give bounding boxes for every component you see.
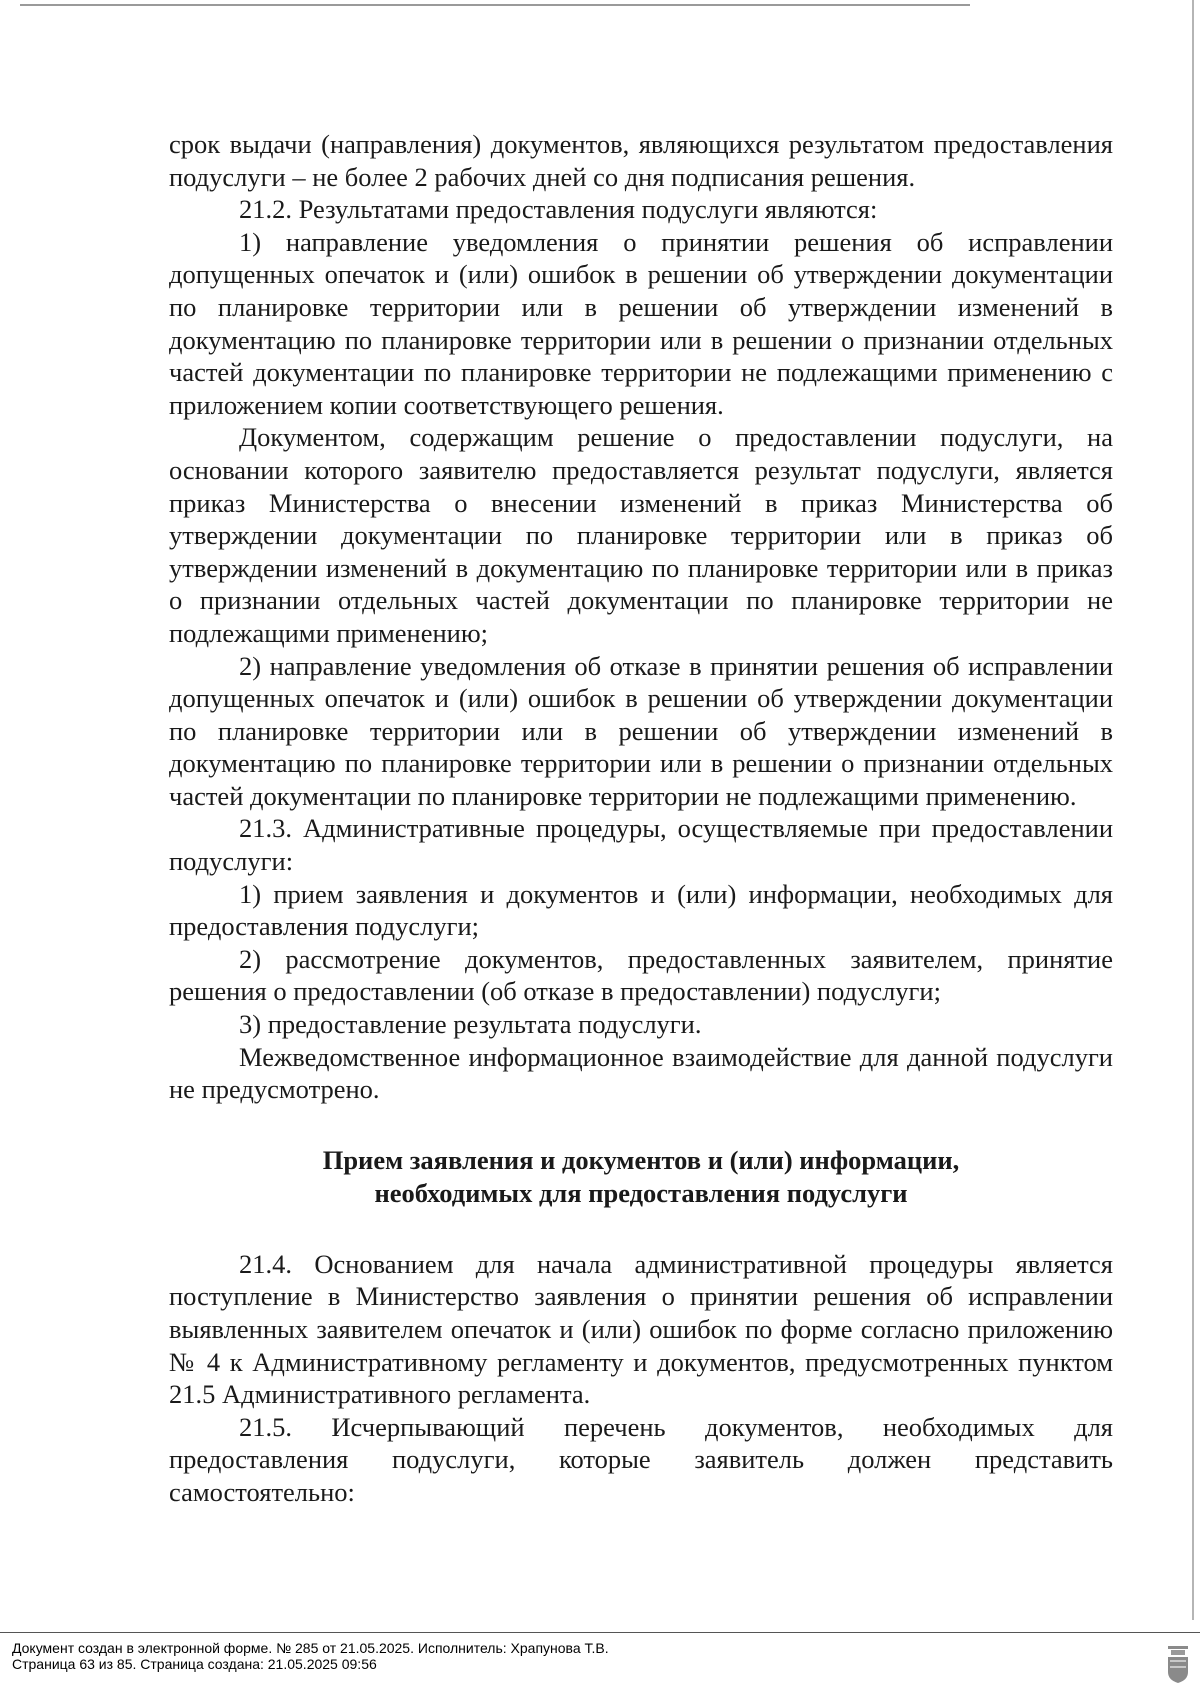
- paragraph: Межведомственное информационное взаимодействие для данной подуслуги не предусмотрено.: [169, 1041, 1113, 1105]
- paragraph: 21.5. Исчерпывающий перечень документов, необходимых для предоставления подуслуги, которые заявитель должен представить самостоятельно:: [169, 1411, 1113, 1507]
- paragraph: 2) направление уведомления об отказе в принятии решения об исправлении допущенных опечаток и (или) ошибок в решении об утверждении документации по планировке территории или в решении об утверждении изменений в документацию по планировке территории или в решении о признании отдельных частей документации по планировке территории не подлежащими применению.: [169, 650, 1113, 811]
- paragraph: срок выдачи (направления) документов, являющихся результатом предоставления подуслуги – не более 2 рабочих дней со дня подписания решения.: [169, 129, 1113, 192]
- section-heading-line-1: Прием заявления и документов и (или) информации,: [322, 1144, 960, 1175]
- coat-of-arms-icon: [1166, 1646, 1190, 1684]
- document-footer: [12, 1640, 609, 1672]
- scan-right-edge-line: [1192, 0, 1194, 1620]
- paragraph: 21.4. Основанием для начала административной процедуры является поступление в Министерство заявления о принятии решения об исправлении выявленных заявителем опечаток и (или) ошибок по форме согласно приложению № 4 к Административному регламенту и документов, предусмотренных пунктом 21.5 Административного регламента.: [169, 1248, 1113, 1410]
- paragraph: Документом, содержащим решение о предоставлении подуслуги, на основании которого заявителю предоставляется результат подуслуги, является приказ Министерства о внесении изменений в приказ Министерства об утверждении документации по планировке территории или в приказ об утверждении изменений в документацию по планировке территории или в приказ о признании отдельных частей документации по планировке территории не подлежащими применению;: [169, 422, 1113, 648]
- scan-top-edge-line: [20, 4, 970, 6]
- footer-divider: [0, 1632, 1200, 1633]
- paragraph: 21.2. Результатами предоставления подуслуги являются:: [239, 194, 878, 225]
- paragraph: 3) предоставление результата подуслуги.: [239, 1009, 702, 1040]
- section-heading: [169, 1144, 1113, 1210]
- footer-line-1: Документ создан в электронной форме. № 285 от 21.05.2025. Исполнитель: Храпунова Т.В.: [12, 1640, 609, 1656]
- paragraph: 21.3. Административные процедуры, осуществляемые при предоставлении подуслуги:: [169, 813, 1113, 877]
- footer-line-2: Страница 63 из 85. Страница создана: 21.05.2025 09:56: [12, 1656, 377, 1672]
- paragraph: 2) рассмотрение документов, предоставленных заявителем, принятие решения о предоставлении (об отказе в предоставлении) подуслуги;: [169, 943, 1113, 1007]
- paragraph: 1) направление уведомления о принятии решения об исправлении допущенных опечаток и (или) ошибок в решении об утверждении документации по планировке территории или в решении об утверждении изменений в документацию по планировке территории или в решении о признании отдельных частей документации по планировке территории не подлежащими применению с приложением копии соответствующего решения.: [169, 226, 1113, 420]
- section-heading-line-2: необходимых для предоставления подуслуги: [374, 1177, 908, 1208]
- paragraph: 1) прием заявления и документов и (или) информации, необходимых для предоставления подуслуги;: [169, 878, 1113, 942]
- document-body: [169, 128, 1113, 1509]
